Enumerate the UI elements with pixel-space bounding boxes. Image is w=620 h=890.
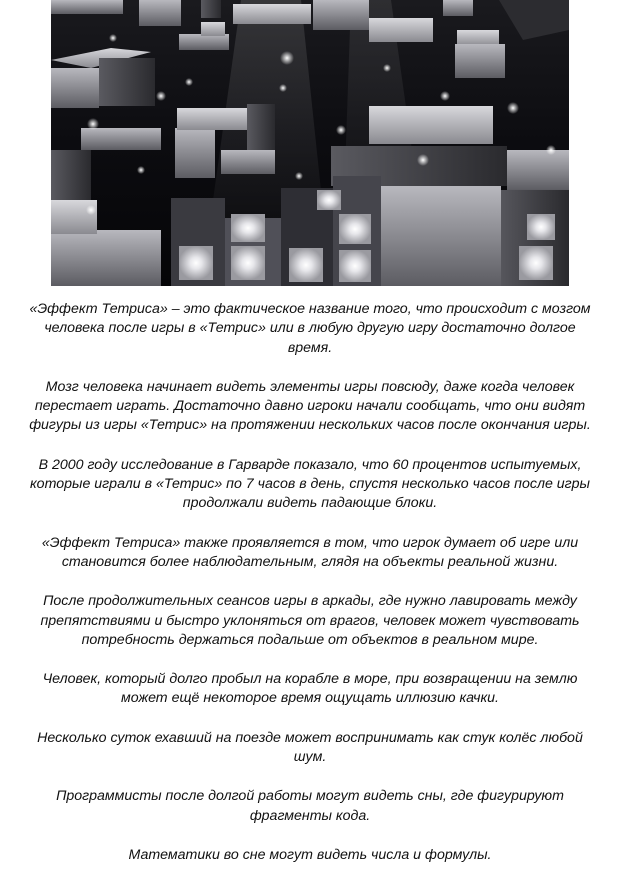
paragraph-mathematicians: Математики во сне могут видеть числа и формулы.: [128, 846, 492, 863]
paragraph-ship: Человек, который долго пробыл на корабле в море, при возвращении на землю может ещё некоторое время ощущать иллюзию качки.: [42, 671, 578, 707]
paragraph-intro: «Эффект Тетриса» – это фактическое название того, что происходит с мозгом человека после игры в «Тетрис» или в любую другую игру достаточно долгое время.: [29, 301, 591, 356]
paragraph-programmers: Программисты после долгой работы могут видеть сны, где фигурируют фрагменты кода.: [56, 788, 564, 824]
article-body: [22, 300, 598, 885]
paragraph-arcade: После продолжительных сеансов игры в аркады, где нужно лавировать между препятствиями и быстро уклоняться от врагов, человек может чувствовать потребность держаться подальше от объектов в реальном мире.: [40, 593, 580, 648]
tetris-blocks-image: [51, 0, 569, 286]
tetris-illustration: [51, 0, 569, 286]
paragraph-observation: «Эффект Тетриса» также проявляется в том, что игрок думает об игре или становится более наблюдательным, глядя на объекты реальной жизни.: [41, 534, 579, 570]
paragraph-brain: Мозг человека начинает видеть элементы игры повсюду, даже когда человек перестает играть. Достаточно давно игроки начали сообщать, что они видят фигуры из игры «Тетрис» на протяжении нескольких часов после окончания игры.: [29, 378, 591, 434]
paragraph-train: Несколько суток ехавший на поезде может воспринимать как стук колёс любой шум.: [37, 729, 583, 766]
paragraph-harvard: В 2000 году исследование в Гарварде показало, что 60 процентов испытуемых, которые играли в «Тетрис» по 7 часов в день, спустя несколько часов после игры продолжали видеть падающие блоки.: [29, 456, 591, 512]
